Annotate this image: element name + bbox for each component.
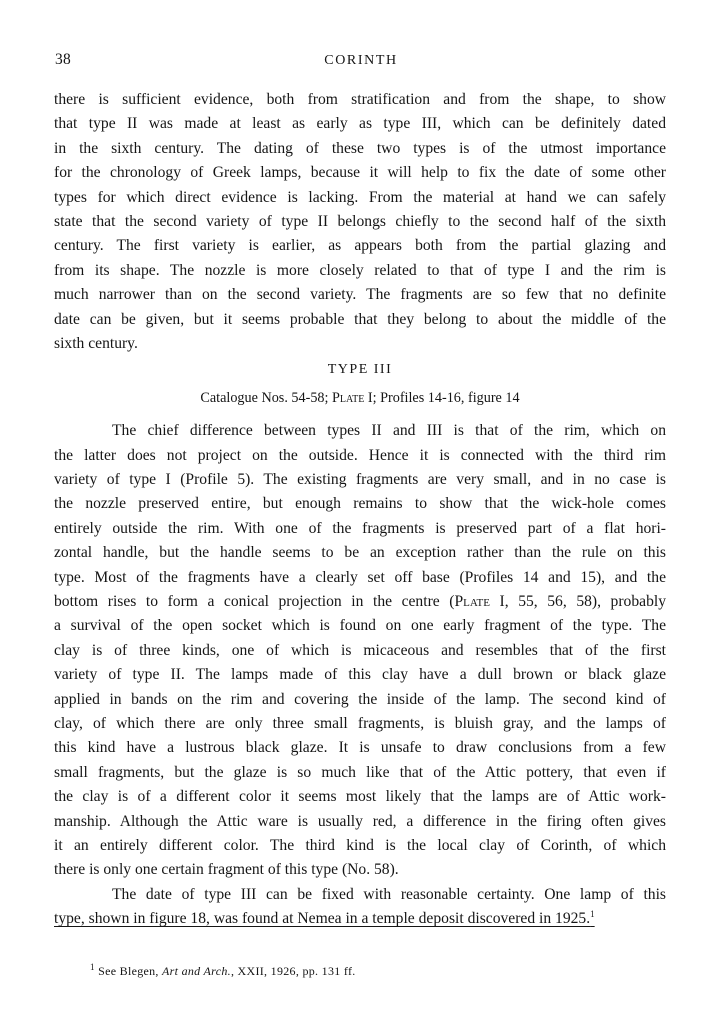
paragraph-line: the latter does not project on the outside. Hence it is connected with the third rim (54, 446, 666, 464)
intro-line: from its shape. The nozzle is more closely related to that of type I and the rim is (54, 261, 666, 279)
body-text (54, 88, 666, 932)
footnote-reference: 1 (590, 908, 595, 919)
line-text: I, 55, 56, 58), probably (490, 593, 666, 611)
intro-line: for the chronology of Greek lamps, because it will help to fix the date of some other (54, 164, 666, 182)
section-subheading (54, 383, 666, 413)
footnote-journal-title: Art and Arch. (162, 964, 231, 978)
page-number: 38 (55, 51, 72, 68)
paragraph-line: there is only one certain fragment of this type (No. 58). (54, 861, 399, 879)
paragraph-line: the clay is of a different color it seems most likely that the lamps are of Attic work- (54, 788, 666, 806)
paragraph-line: The date of type III can be fixed with reasonable certainty. One lamp of this (112, 885, 666, 903)
paragraph-line: clay, of which there are only three small fragments, is bluish gray, and the lamps of (54, 714, 666, 732)
footnote (90, 964, 356, 979)
subheading-text: Catalogue Nos. 54-58; (200, 390, 332, 407)
intro-line: in the sixth century. The dating of these two types is of the utmost importance (54, 139, 666, 157)
paragraph-line: a survival of the open socket which is found on one early fragment of the type. The (54, 617, 666, 635)
running-title: CORINTH (324, 53, 398, 68)
paragraph-line (54, 590, 666, 614)
paragraph-line: the nozzle preserved entire, but enough remains to show that the wick-hole comes (54, 495, 666, 513)
line-text: type, shown in figure 18, was found at Nemea in a temple deposit discovered in 1925. (54, 910, 591, 928)
paragraph-line: manship. Although the Attic ware is usually red, a difference in the firing often gives (54, 812, 666, 830)
intro-line: sixth century. (54, 334, 138, 352)
footnote-marker: 1 (90, 962, 95, 972)
paragraph-line: entirely outside the rim. With one of the fragments is preserved part of a flat hori- (54, 519, 666, 537)
paragraph-line: The chief difference between types II and III is that of the rim, which on (112, 422, 666, 440)
subheading-text: I; Profiles 14-16, figure 14 (364, 390, 520, 407)
paragraph-line: variety of type II. The lamps made of this clay have a dull brown or black glaze (54, 666, 666, 684)
intro-line: that type II was made at least as early as type III, which can be definitely dated (54, 115, 666, 133)
intro-line: there is sufficient evidence, both from stratification and from the shape, to show (54, 91, 666, 108)
intro-line: types for which direct evidence is lacking. From the material at hand we can safely (54, 188, 666, 206)
paragraph-line (54, 907, 666, 931)
plate-reference: Plate (332, 390, 365, 407)
paragraph-line: variety of type I (Profile 5). The existing fragments are very small, and in no case is (54, 471, 666, 489)
paragraph-line: type. Most of the fragments have a clearly set off base (Profiles 14 and 15), and the (54, 568, 666, 586)
intro-line: date can be given, but it seems probable that they belong to about the middle of the (54, 310, 666, 328)
footnote-text: , XXII, 1926, pp. 131 ff. (230, 964, 356, 978)
intro-line: century. The first variety is earlier, as appears both from the partial glazing and (54, 237, 666, 255)
paragraph-line: applied in bands on the rim and covering the inside of the lamp. The second kind of (54, 690, 666, 708)
paragraph-line: small fragments, but the glaze is so much like that of the Attic pottery, that even if (54, 763, 666, 781)
paragraph-line: it an entirely different color. The third kind is the local clay of Corinth, of which (54, 836, 666, 854)
intro-line: state that the second variety of type II belongs chiefly to the second half of the sixth (54, 212, 666, 230)
paragraph-line: clay is of three kinds, one of which is micaceous and resembles that of the first (54, 641, 666, 659)
intro-line: much narrower than on the second variety. The fragments are so few that no definite (54, 286, 666, 304)
paragraph-line: zontal handle, but the handle seems to be an exception rather than the rule on this (54, 544, 666, 562)
footnote-text: See Blegen, (94, 964, 163, 978)
plate-reference: Plate (454, 593, 490, 611)
section-heading: TYPE III (327, 362, 393, 378)
paragraph-line: this kind have a lustrous black glaze. It is unsafe to draw conclusions from a few (54, 739, 666, 757)
line-text: bottom rises to form a conical projection in the centre ( (54, 593, 455, 611)
